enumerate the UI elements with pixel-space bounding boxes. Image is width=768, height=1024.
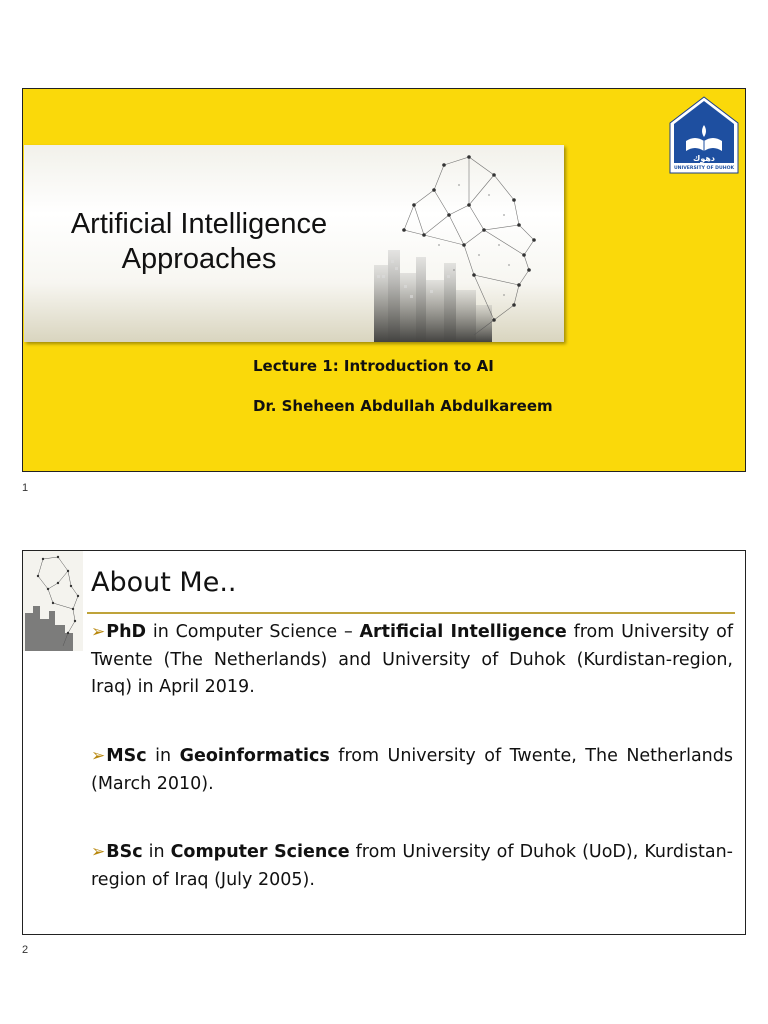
degree-label: BSc [106,842,143,862]
bullet-text: from University of Twente (The Netherlands) and University of Duhok (Kurdistan-region, Iraq) in April 2019. [91,622,734,697]
author-name: Dr. Sheheen Abdullah Abdulkareem [253,397,553,415]
logo-text: UNIVERSITY OF DUHOK [673,166,735,171]
page-number: 2 [22,944,29,956]
slide-title: About Me.. [91,567,237,598]
degree-label: PhD [106,622,147,642]
title-banner [24,145,564,342]
bullet-phd [91,619,733,702]
bullet-text: in Computer Science – [146,622,360,642]
field-label: Geoinformatics [179,746,330,766]
lecture-subtitle: Lecture 1: Introduction to AI [253,357,494,375]
field-label: Artificial Intelligence [359,622,567,642]
bullet-msc [91,743,733,798]
ai-head-corner-illustration [23,551,83,651]
title-slide [22,88,746,472]
bullet-text: from University of Twente, The Netherlands (March 2010). [91,746,733,794]
title-divider [87,612,735,614]
presentation-title [24,207,374,277]
bullet-bsc [91,839,733,894]
bullet-text: in [142,842,171,862]
title-line-1: Artificial Intelligence [70,208,328,240]
page-number: 1 [22,482,29,494]
bullet-arrow-icon: ➢ [91,746,106,766]
bullet-text: from University of Duhok (UoD), Kurdistan-region of Iraq (July 2005). [91,842,733,890]
university-logo [668,95,740,175]
bullet-arrow-icon: ➢ [91,622,106,642]
degree-label: MSc [106,746,147,766]
title-line-2: Approaches [121,243,277,275]
about-me-slide [22,550,746,935]
field-label: Computer Science [170,842,350,862]
bullet-arrow-icon: ➢ [91,842,106,862]
logo-script-text: دهوك [693,154,715,163]
bullet-text: in [146,746,180,766]
ai-head-network-illustration [374,145,564,342]
